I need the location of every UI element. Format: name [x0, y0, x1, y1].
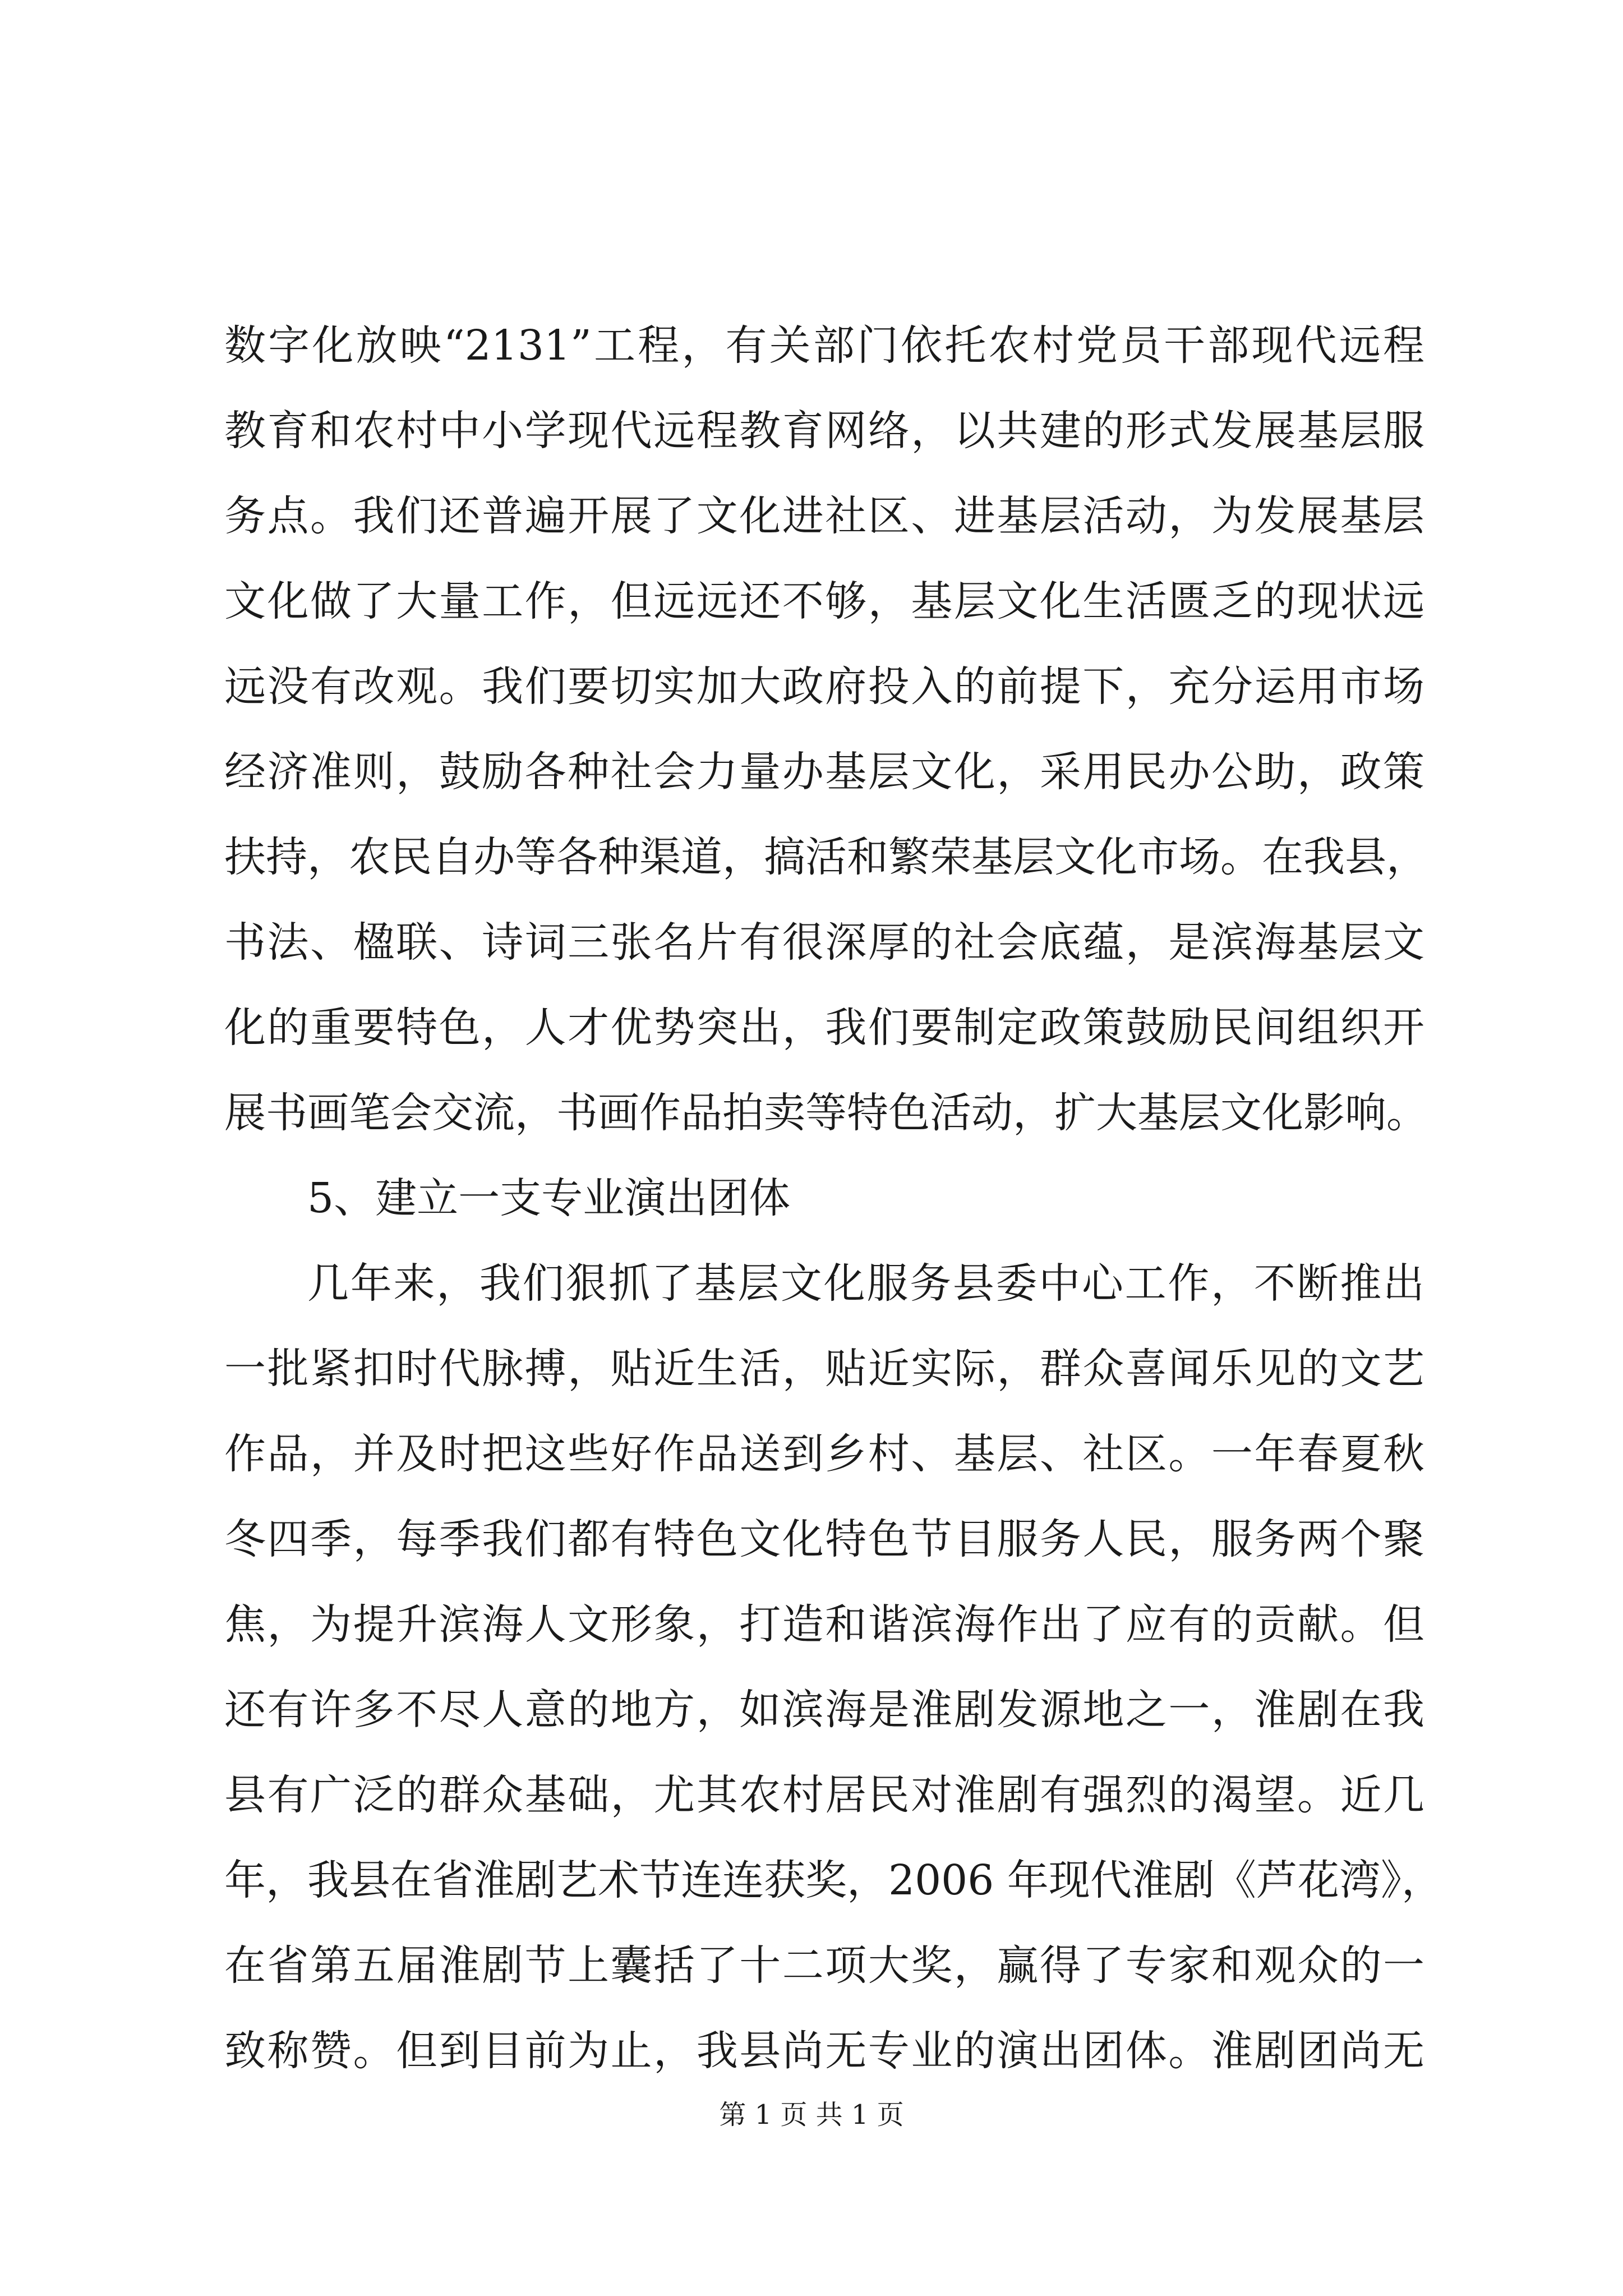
text-line: 在省第五届淮剧节上囊括了十二项大奖，赢得了专家和观众的一 [224, 1941, 1424, 1990]
text-line: 几年来，我们狠抓了基层文化服务县委中心工作，不断推出 [307, 1259, 1424, 1308]
text-line: 还有许多不尽人意的地方，如滨海是淮剧发源地之一，淮剧在我 [224, 1686, 1424, 1734]
text-line: 县有广泛的群众基础，尤其农村居民对淮剧有强烈的渴望。近几 [224, 1771, 1424, 1819]
text-line: 远没有改观。我们要切实加大政府投入的前提下，充分运用市场 [224, 662, 1424, 711]
text-line: 一批紧扣时代脉搏，贴近生活，贴近实际，群众喜闻乐见的文艺 [224, 1345, 1424, 1393]
text-line: 冬四季，每季我们都有特色文化特色节目服务人民，服务两个聚 [224, 1515, 1424, 1563]
text-line: 教育和农村中小学现代远程教育网络，以共建的形式发展基层服 [224, 407, 1424, 455]
text-line: 年，我县在省淮剧艺术节连连获奖，2006 年现代淮剧《芦花湾》， [224, 1856, 1443, 1904]
text-line: 文化做了大量工作，但远远还不够，基层文化生活匮乏的现状远 [224, 577, 1424, 625]
text-line: 扶持，农民自办等各种渠道，搞活和繁荣基层文化市场。在我县， [224, 833, 1428, 881]
page-footer [0, 2098, 1623, 2132]
page-number-label: 第 1 页 共 1 页 [719, 2099, 904, 2131]
section-heading: 5、建立一支专业演出团体 [307, 1174, 791, 1222]
document-body [224, 303, 1443, 2093]
text-line: 展书画笔会交流，书画作品拍卖等特色活动，扩大基层文化影响。 [224, 1089, 1428, 1137]
text-line: 经济准则，鼓励各种社会力量办基层文化，采用民办公助，政策 [224, 748, 1424, 796]
text-line: 作品，并及时把这些好作品送到乡村、基层、社区。一年春夏秋 [224, 1430, 1424, 1478]
text-line: 致称赞。但到目前为止，我县尚无专业的演出团体。淮剧团尚无 [224, 2027, 1424, 2075]
text-line: 化的重要特色，人才优势突出，我们要制定政策鼓励民间组织开 [224, 1004, 1424, 1052]
text-line: 数字化放映“2131”工程，有关部门依托农村党员干部现代远程 [224, 321, 1424, 370]
text-line: 焦，为提升滨海人文形象，打造和谐滨海作出了应有的贡献。但 [224, 1600, 1424, 1649]
text-line: 书法、楹联、诗词三张名片有很深厚的社会底蕴，是滨海基层文 [224, 918, 1424, 967]
text-line: 务点。我们还普遍开展了文化进社区、进基层活动，为发展基层 [224, 492, 1424, 540]
